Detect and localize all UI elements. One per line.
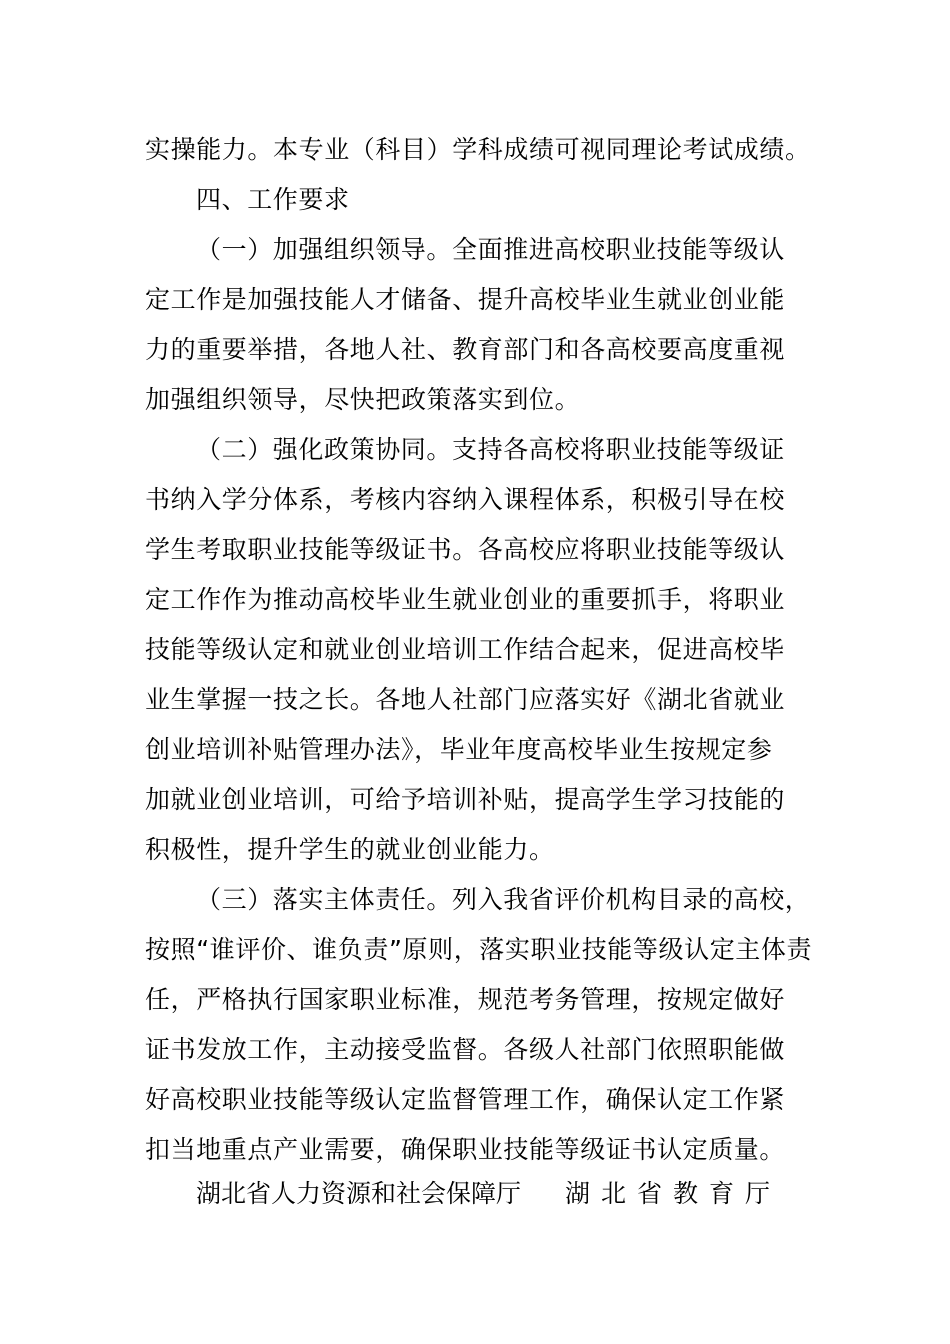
paragraph-line: 书纳入学分体系，考核内容纳入课程体系，积极引导在校 <box>145 485 786 514</box>
paragraph-line: 好高校职业技能等级认定监督管理工作，确保认定工作紧 <box>145 1085 786 1114</box>
section-heading: 四、工作要求 <box>196 185 350 214</box>
paragraph-line: 扣当地重点产业需要，确保职业技能等级证书认定质量。 <box>145 1135 786 1164</box>
paragraph-line: 力的重要举措，各地人社、教育部门和各高校要高度重视 <box>145 335 786 364</box>
paragraph-line: 任，严格执行国家职业标准，规范考务管理，按规定做好 <box>145 985 786 1014</box>
paragraph-line: 定工作是加强技能人才储备、提升高校毕业生就业创业能 <box>145 285 786 314</box>
signature-hrss-department: 湖北省人力资源和社会保障厅 <box>196 1179 522 1208</box>
paragraph-line: 定工作作为推动高校毕业生就业创业的重要抓手，将职业 <box>145 585 786 614</box>
paragraph-line: 技能等级认定和就业创业培训工作结合起来，促进高校毕 <box>145 635 786 664</box>
paragraph-line: 证书发放工作，主动接受监督。各级人社部门依照职能做 <box>145 1035 786 1064</box>
paragraph-line: 实操能力。本专业（科目）学科成绩可视同理论考试成绩。 <box>145 135 811 164</box>
paragraph-line: 按照“谁评价、谁负责”原则，落实职业技能等级认定主体责 <box>145 935 813 964</box>
paragraph-line: （三）落实主体责任。列入我省评价机构目录的高校， <box>196 885 811 914</box>
paragraph-line: 业生掌握一技之长。各地人社部门应落实好《湖北省就业 <box>145 685 786 714</box>
paragraph-line: 加就业创业培训，可给予培训补贴，提高学生学习技能的 <box>145 785 786 814</box>
paragraph-line: 创业培训补贴管理办法》，毕业年度高校毕业生按规定参 <box>145 735 773 764</box>
signature-education-department: 湖北省教育厅 <box>565 1179 782 1208</box>
paragraph-line: 积极性，提升学生的就业创业能力。 <box>145 835 555 864</box>
paragraph-line: 加强组织领导，尽快把政策落实到位。 <box>145 385 581 414</box>
paragraph-line: （二）强化政策协同。支持各高校将职业技能等级证 <box>196 435 785 464</box>
paragraph-line: 学生考取职业技能等级证书。各高校应将职业技能等级认 <box>145 535 786 564</box>
paragraph-line: （一）加强组织领导。全面推进高校职业技能等级认 <box>196 235 785 264</box>
